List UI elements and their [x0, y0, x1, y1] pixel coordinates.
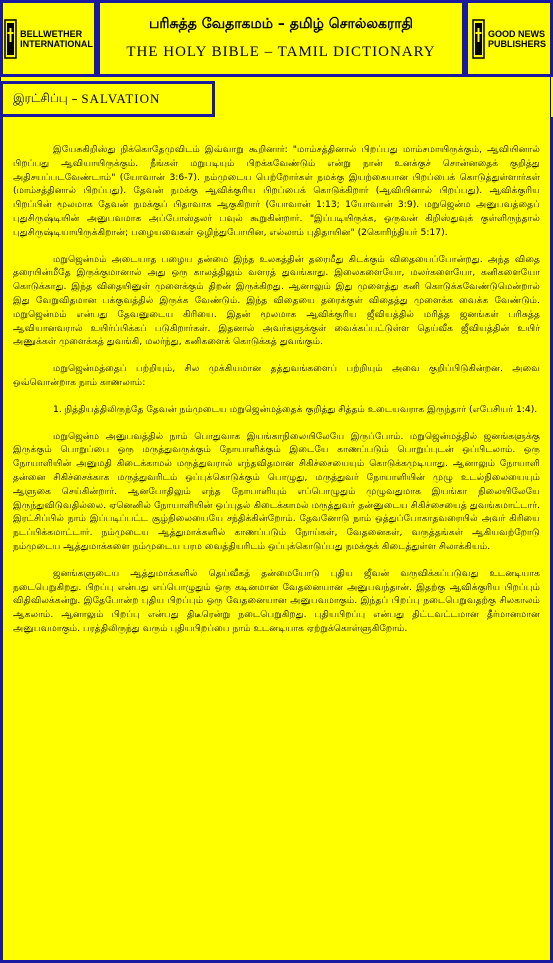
section-title-english: SALVATION — [81, 91, 161, 106]
title-english: THE HOLY BIBLE – TAMIL DICTIONARY — [126, 44, 436, 60]
section-heading — [0, 81, 215, 117]
logo-left-line2: INTERNATIONAL — [20, 38, 93, 49]
bellwether-logo — [0, 0, 97, 77]
section-title-dash: – — [67, 92, 82, 106]
paragraph: மறுஜென்மம் அடையாத பழைய தன்மை இந்த உலகத்தின் தரைமீது கிடக்கும் விதையைப்போன்றது. அந்த விதை தரையின்மீதே இருக்குமானால் அது ஒரு காலத்திலும் வளரத் துவங்காது. இலைகளையோ, மலர்களையோ, கனிகளையோ கொடுக்காது. இந்த விதையினுள் முளைக்கும் திறன் இருக்கிறது. ஆனாலும் இது முளைத்து கனி கொடுக்கவேண்டுமென்றால் இது வேறுவிதமான பக்குவத்தில் இருக்க வேண்டும். இந்த விதையை தரைக்குள் விதைத்து முளைக்க வைக்க வேண்டும். மறுஜென்மம் என்பது தேவனுடைய கிரியை. இதன் மூலமாக ஆவிக்குரிய ஜீவியத்தில் மரித்த ஜனங்கள் பரிசுத்த ஆவியானவரால் உயிர்ப்பிக்கப் படுகிறார்கள். இதனால் அவர்களுக்குள் வைக்கப்பட்டுள்ள தெய்வீக ஜீவியத்தின் உயிர் அணுக்கள் முளைக்கத் துவங்கி, மலர்ந்து, கனிகளைக் கொடுக்கத் துவங்கும். — [13, 253, 540, 348]
paragraph: மறுஜென்மத்தைப் பற்றியும், சில முக்கியமான தத்துவங்களைப் பற்றியும் அவை குறிப்பிடுகின்றன. அவை ஒவ்வொன்றாக நாம் காணலாம்: — [13, 363, 540, 388]
logo-left-line1: BELLWETHER — [20, 28, 83, 39]
good-news-logo — [465, 0, 553, 77]
book-icon — [4, 18, 17, 60]
paragraph: இயேசுகிறிஸ்து நிக்கொதேமுவிடம் இவ்வாறு கூறினார்: "மாம்சத்தினால் பிறப்பது மாம்சமாயிருக்கும், ஆவியினால் பிறப்பது ஆவியாயிருக்கும். நீங்கள் மறுபடியும் பிறக்கவேண்டும் என்று நான் உனக்குச் சொன்னதைக் குறித்து அதிசயப்படவேண்டாம்" (யோவான் 3:6-7). நம்முடைய பெற்றோர்கள் நமக்கு இயற்கையான பிறப்பைக் கொடுத்துள்ளார்கள் (மாம்சத்தினால் பிறப்பது). தேவன் நமக்கு ஆவிக்குரிய பிறப்பைக் கொடுக்கிறார் (ஆவியினால் பிறப்பது). ஆவிக்குரிய பிறப்பின் மூலமாக தேவன் நமக்குப் பிதாவாக ஆகுகிறார் (யோவான் 1:13; 1யோவான் 3:9). மறுஜென்ம அனுபவத்தைப் புதுசிருஷ்டியின் அனுபவமாக அப்போஸ்தலர் பவுல் கூறுகின்றார். "இப்படியிருக்க, ஒருவன் கிறிஸ்துவுக் குள்ளிருந்தால் புதுசிருஷ்டியாயிருக்கிறான்; பழையவைகள் ஒழிந்துபோயின, எல்லாம் புதிதாயின" (2கொரிந்தியர் 5:17). — [13, 144, 540, 238]
section-title-tamil: இரட்சிப்பு — [13, 91, 68, 105]
logo-right-line1: GOOD NEWS — [487, 28, 545, 39]
logo-right-line2: PUBLISHERS — [487, 38, 546, 49]
book-icon — [472, 18, 485, 60]
article-body — [0, 117, 553, 963]
dictionary-title — [97, 0, 465, 77]
paragraph: ஜனங்களுடைய ஆத்துமாக்களில் தெய்வீகத் தன்மையோடு புதிய ஜீவன் வருவிக்கப்படுவது உடனடியாக நடைபெறுகிறது. பிறப்பு என்பது எப்பொழுதும் ஒரு கடினமான வேதனையான அனுபவந்தான். இதற்கு ஆவிக்குரிய பிறப்பும் விதிவிலக்கன்று. இதேபோன்ற புதிய பிறப்பும் ஒரு வேதனையான அனுபவமாகும். இந்தப் பிறப்பு நடைபெறுவதற்கு சிலகாலம் ஆகலாம். ஆனாலும் பிறப்பு என்பது திடீரென்று நடைபெறுகிறது. புதியபிறப்பு என்பது திட்டவட்டமான தீர்மானமான அனுபவமாகும். பரத்திலிருந்து வரும் புதியபிறப்பை நாம் உடனடியாக ஏற்றுக்கொள்ளுகிறோம். — [13, 567, 540, 634]
title-tamil: பரிசுத்த வேதாகமம் – தமிழ் சொல்லகராதி — [149, 16, 413, 32]
list-item: 1. நித்தியத்திலிருந்தே தேவன் நம்முடைய மறுஜென்மத்தைக் குறித்து சித்தம் உடையவராக இருந்தார் (எபேசியர் 1:4). — [53, 403, 538, 415]
paragraph: மறுஜென்ம அனுபவத்தில் நாம் பொதுவாக இயங்காநிலையிலேயே இருப்போம். மறுஜென்மத்தில் ஜனங்களுக்கு இருக்கும் பொறுப்பை ஒரு மருத்துவருக்கும் நோயாளிக்கும் இடையே காணப்படும் பொறுப்புடன் ஒப்பிடலாம். ஒரு நோயாளியின் அனுமதி கிடைக்காமல் மருத்துவரால் எந்தவிதமான சிகிச்சையையும் கொடுக்கமுடியாது. ஆனாலும் நோயாளி தன்னை சிகிச்சைக்காக மருத்துவரிடம் ஒப்புக்கொடுக்கும் பொழுது, மருத்துவர் நோயாளியின் முழு உடல்நிலையையும் ஆளுகை செய்கின்றார். ஆனபோதிலும் எந்த நோயாளியும் எப்பொழுதும் முழுவதுமாக இயங்கா நிலையிலேயே இருந்துவிடுவதில்லை. ஏனெனில் நோயாளியின் ஒப்புதல் கிடைக்காமல் மருத்துவர் தன்னுடைய சிகிச்சையைத் துவங்கமாட்டார். இரட்சிப்பில் நாம் இப்படிப்பட்ட சூழ்நிலையையே சந்திக்கின்றோம். தேவனோடு நாம் ஒத்துப்போகாதவரையில் அவர் கிரியை நடப்பிக்கமாட்டார். நம்முடைய ஆத்துமாக்களில் காணப்படும் நோய்கள், வேதனைகள், வருத்தங்கள் ஆகியவற்றோடு நம்முடைய ஆத்துமாக்களை நம்முடைய பரம வைத்தியரிடம் ஒப்புக்கொடுப்பது நமக்குக் கிடைத்துள்ள சிலாக்கியம். — [13, 430, 540, 552]
